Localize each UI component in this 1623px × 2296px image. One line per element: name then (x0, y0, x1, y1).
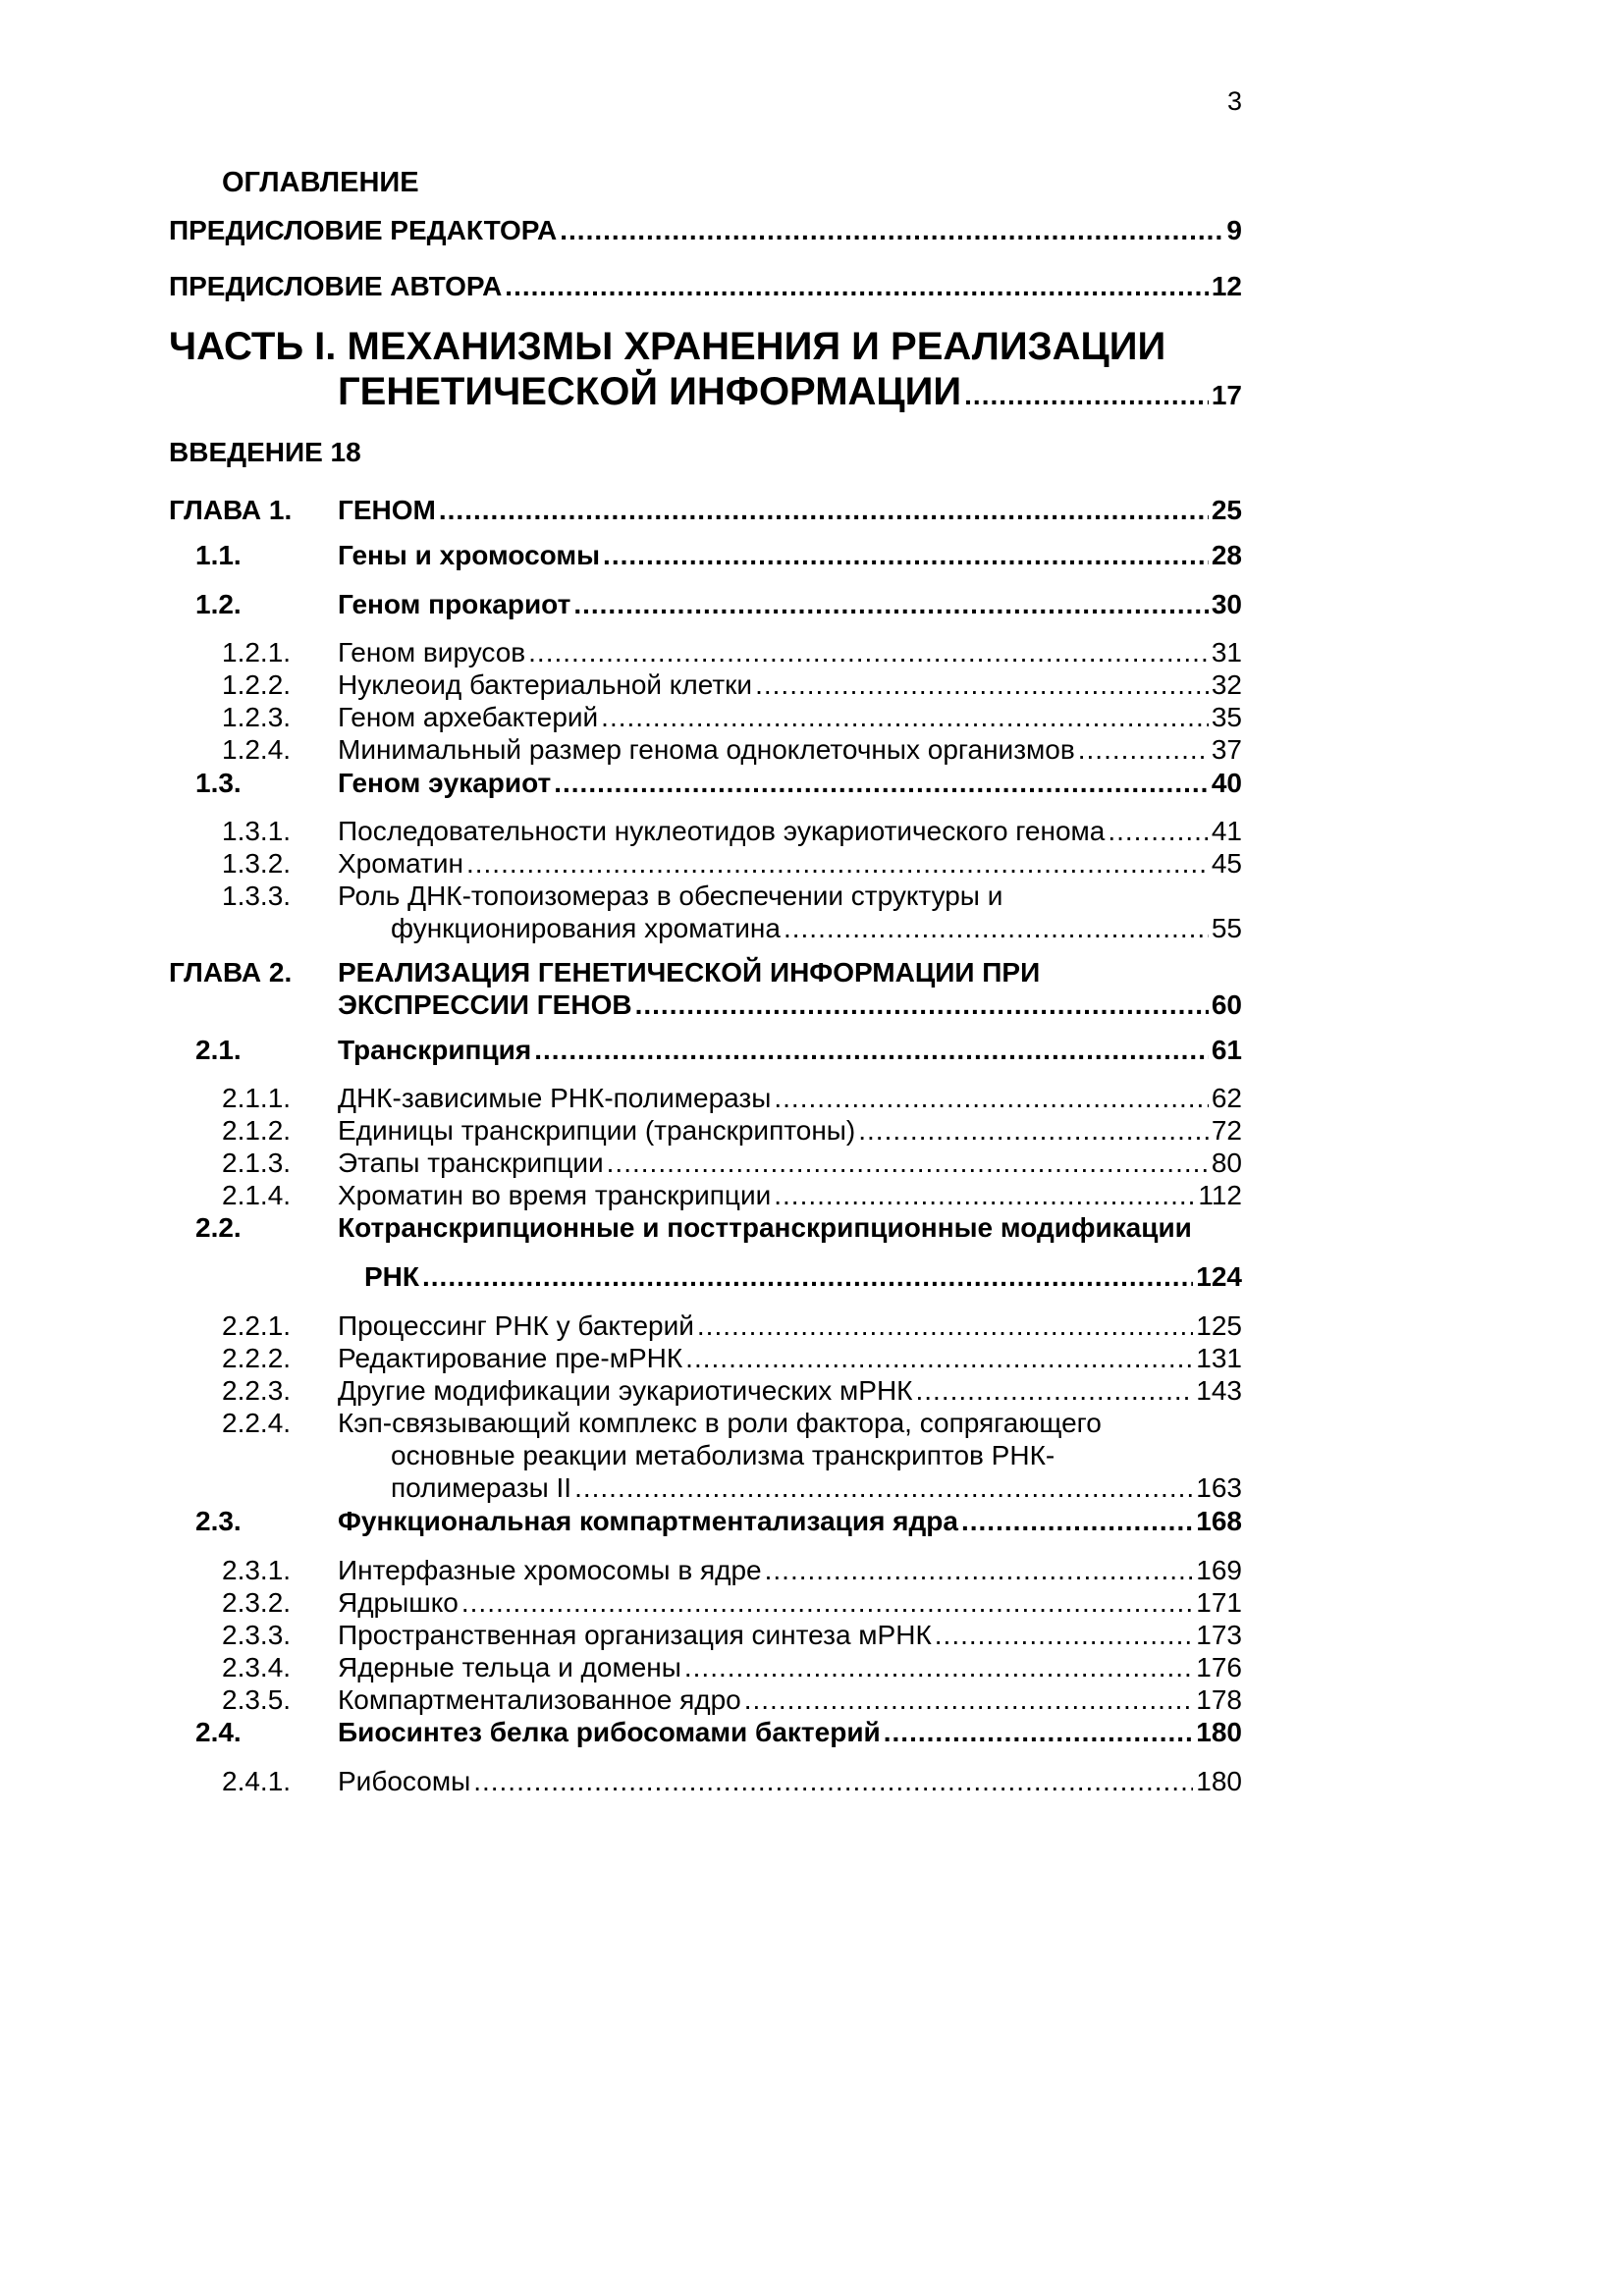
toc-entry-introduction[interactable] (169, 436, 1242, 468)
toc-entry-title: ПРЕДИСЛОВИЕ РЕДАКТОРА (169, 215, 558, 245)
dot-leader (574, 1471, 1193, 1504)
toc-entry-number: 1.2.3. (222, 702, 292, 732)
toc-entry-title: Ядерные тельца и домены (338, 1652, 681, 1682)
toc-page-number: 31 (1211, 637, 1242, 667)
toc-entry-title: Нуклеоид бактериальной клетки (338, 669, 753, 700)
toc-entry-number: 2.3.2. (222, 1587, 292, 1618)
toc-entry-2-1-2[interactable] (169, 1114, 1242, 1147)
toc-entry-number: 2.3.1. (222, 1555, 292, 1585)
toc-entry-title: Хроматин во время транскрипции (338, 1180, 772, 1210)
dot-leader (915, 1374, 1193, 1407)
dot-leader (1078, 733, 1209, 766)
page-number: 3 (1226, 86, 1242, 116)
dot-leader (607, 1147, 1209, 1179)
toc-entry-title-line1: Кэп-связывающий комплекс в роли фактора, сопрягающего (338, 1408, 1102, 1438)
toc-entry-number: 1.3. (195, 768, 242, 798)
toc-page-number: 35 (1211, 702, 1242, 732)
dot-leader (473, 1765, 1193, 1797)
toc-entry-title-line2: функционирования хроматина (391, 913, 781, 943)
toc-page-number: 9 (1226, 215, 1242, 245)
toc-entry-title: Геном архебактерий (338, 702, 599, 732)
toc-page-number: 163 (1196, 1472, 1242, 1503)
toc-entry-2-4[interactable] (169, 1716, 1242, 1748)
dot-leader (774, 1082, 1208, 1114)
toc-entry-1-3[interactable] (169, 767, 1242, 799)
toc-entry-number: 2.1.3. (222, 1148, 292, 1178)
toc-page-number: 40 (1211, 768, 1242, 798)
toc-page-number: 30 (1211, 589, 1242, 619)
toc-entry-title: Этапы транскрипции (338, 1148, 604, 1178)
toc-page-number: 169 (1196, 1555, 1242, 1585)
toc-entry-title-line1: ЧАСТЬ I. МЕХАНИЗМЫ ХРАНЕНИЯ И РЕАЛИЗАЦИИ (169, 325, 1166, 368)
toc-entry-title: Компартментализованное ядро (338, 1684, 741, 1715)
toc-entry-1-2-2[interactable] (169, 668, 1242, 701)
toc-entry-2-2-1[interactable] (169, 1309, 1242, 1342)
toc-page-number: 112 (1198, 1180, 1242, 1210)
toc-page-number: 61 (1211, 1035, 1242, 1065)
toc-entry-2-2-3[interactable] (169, 1374, 1242, 1407)
dot-leader (554, 767, 1209, 799)
dot-leader (439, 494, 1209, 526)
toc-entry-number: 2.4. (195, 1717, 242, 1747)
toc-entry-title: Хроматин (338, 848, 463, 879)
toc-entry-title: ПРЕДИСЛОВИЕ АВТОРА (169, 271, 503, 301)
toc-page-number: 176 (1196, 1652, 1242, 1682)
toc-entry-2-2-2[interactable] (169, 1342, 1242, 1374)
toc-entry-2-3[interactable] (169, 1505, 1242, 1537)
toc-entry-number: ГЛАВА 1. (169, 495, 293, 525)
toc-entry-title: Геном вирусов (338, 637, 526, 667)
toc-entry-2-4-1[interactable] (169, 1765, 1242, 1797)
toc-page-number: 180 (1196, 1717, 1242, 1747)
toc-entry-title: Геном эукариот (338, 768, 552, 798)
toc-page-number: 168 (1196, 1506, 1242, 1536)
dot-leader (961, 1505, 1193, 1537)
dot-leader (603, 539, 1209, 571)
toc-entry-number: 1.2.4. (222, 734, 292, 765)
toc-entry-title-line2: ГЕНЕТИЧЕСКОЙ ИНФОРМАЦИИ (338, 370, 962, 413)
dot-leader (755, 668, 1209, 701)
dot-leader (528, 636, 1209, 668)
toc-entry-title: Процессинг РНК у бактерий (338, 1310, 694, 1341)
toc-entry-title: Геном прокариот (338, 589, 571, 619)
toc-entry-2-1-3[interactable] (169, 1147, 1242, 1179)
dot-leader (858, 1114, 1209, 1147)
toc-entry-2-3-4[interactable] (169, 1651, 1242, 1683)
toc-entry-number: 2.1.1. (222, 1083, 292, 1113)
toc-title: ОГЛАВЛЕНИЕ (222, 167, 419, 198)
toc-entry-2-2-4[interactable] (169, 1407, 1242, 1504)
toc-page-number: 17 (1211, 380, 1242, 410)
toc-entry-number: 1.2.1. (222, 637, 292, 667)
dot-leader (1108, 815, 1209, 847)
toc-page-number: 72 (1211, 1115, 1242, 1146)
toc-entry-2-3-5[interactable] (169, 1683, 1242, 1716)
dot-leader (560, 214, 1223, 246)
toc-page-number: 173 (1196, 1620, 1242, 1650)
toc-entry-number: 2.2.3. (222, 1375, 292, 1406)
toc-entry-2-3-2[interactable] (169, 1586, 1242, 1619)
toc-entry-title: Другие модификации эукариотических мРНК (338, 1375, 913, 1406)
toc-entry-2-3-1[interactable] (169, 1554, 1242, 1586)
toc-entry-title: Пространственная организация синтеза мРНК (338, 1620, 932, 1650)
toc-entry-number: 2.1.4. (222, 1180, 292, 1210)
toc-entry-1-3-3[interactable] (169, 880, 1242, 944)
toc-entry-part-1[interactable] (169, 324, 1242, 414)
dot-leader (685, 1342, 1193, 1374)
toc-entry-number: 2.2.2. (222, 1343, 292, 1373)
toc-entry-number: 2.1.2. (222, 1115, 292, 1146)
toc-entry-title-line2: РНК (364, 1261, 419, 1292)
toc-entry-chapter-2[interactable] (169, 956, 1242, 1021)
toc-entry-title-line1: Роль ДНК-топоизомераз в обеспечении структуры и (338, 881, 1003, 911)
toc-entry-number: 1.1. (195, 540, 242, 570)
toc-entry-number: 2.2. (195, 1212, 242, 1243)
toc-page-number: 25 (1211, 495, 1242, 525)
toc-entry-title: Ядрышко (338, 1587, 459, 1618)
toc-page-number: 143 (1196, 1375, 1242, 1406)
toc-entry-title: Транскрипция (338, 1035, 532, 1065)
toc-entry-title: Последовательности нуклеотидов эукариотического генома (338, 816, 1106, 846)
toc-entry-chapter-1[interactable] (169, 494, 1242, 526)
dot-leader (601, 701, 1209, 733)
toc-entry-number: 1.3.3. (222, 881, 292, 911)
toc-page-number: 55 (1211, 913, 1242, 943)
dot-leader (534, 1034, 1209, 1066)
dot-leader (697, 1309, 1193, 1342)
toc-entry-2-2[interactable] (169, 1211, 1242, 1300)
toc-page-number: 80 (1211, 1148, 1242, 1178)
toc-page-number: 131 (1196, 1343, 1242, 1373)
toc-entry-title-line3: полимеразы II (391, 1472, 572, 1503)
toc-entry-number: ГЛАВА 2. (169, 957, 293, 988)
toc-entry-title-line2: ЭКСПРЕССИИ ГЕНОВ (338, 989, 632, 1020)
toc-page-number: 12 (1211, 271, 1242, 301)
toc-page-number: 45 (1211, 848, 1242, 879)
toc-entry-1-3-1[interactable] (169, 815, 1242, 847)
toc-entry-title: ВВЕДЕНИЕ (169, 437, 323, 467)
toc-entry-title: ДНК-зависимые РНК-полимеразы (338, 1083, 772, 1113)
dot-leader (884, 1716, 1194, 1748)
toc-entry-2-3-3[interactable] (169, 1619, 1242, 1651)
toc-entry-title-line1: РЕАЛИЗАЦИЯ ГЕНЕТИЧЕСКОЙ ИНФОРМАЦИИ ПРИ (338, 957, 1041, 988)
toc-entry-title: Интерфазные хромосомы в ядре (338, 1555, 762, 1585)
dot-leader (774, 1179, 1195, 1211)
dot-leader (935, 1619, 1194, 1651)
toc-page-number: 18 (330, 437, 361, 467)
toc-entry-number: 2.2.1. (222, 1310, 292, 1341)
toc-page-number: 62 (1211, 1083, 1242, 1113)
toc-page-number: 171 (1196, 1587, 1242, 1618)
toc-entry-title-line1: Котранскрипционные и посттранскрипционные модификации (338, 1212, 1192, 1243)
toc-entry-1-2-4[interactable] (169, 733, 1242, 766)
toc-page-number: 180 (1196, 1766, 1242, 1796)
toc-entry-number: 1.2.2. (222, 669, 292, 700)
toc-entry-number: 1.3.1. (222, 816, 292, 846)
toc-entry-number: 1.3.2. (222, 848, 292, 879)
toc-page-number: 32 (1211, 669, 1242, 700)
toc-entry-2-1-4[interactable] (169, 1179, 1242, 1211)
toc-entry-2-1[interactable] (169, 1034, 1242, 1066)
toc-entry-title: Редактирование пре-мРНК (338, 1343, 683, 1373)
dot-leader (461, 1586, 1193, 1619)
dot-leader (505, 270, 1209, 302)
toc-entry-number: 2.3.3. (222, 1620, 292, 1650)
toc-page-number: 28 (1211, 540, 1242, 570)
toc-page-number: 124 (1196, 1261, 1242, 1292)
toc-entry-title-line2: основные реакции метаболизма транскриптов РНК- (391, 1440, 1055, 1470)
toc-entry-title: Гены и хромосомы (338, 540, 601, 570)
toc-page-number: 125 (1196, 1310, 1242, 1341)
toc-entry-title: Функциональная компартментализация ядра (338, 1506, 958, 1536)
dot-leader (765, 1554, 1194, 1586)
toc-entry-title: ГЕНОМ (338, 495, 436, 525)
dot-leader (744, 1683, 1194, 1716)
toc-entry-number: 2.3. (195, 1506, 242, 1536)
toc-entry-1-1[interactable] (169, 539, 1242, 571)
dot-leader (964, 379, 1209, 411)
toc-entry-number: 2.1. (195, 1035, 242, 1065)
dot-leader (635, 988, 1209, 1021)
dot-leader (784, 912, 1209, 944)
dot-leader (466, 847, 1209, 880)
toc-entry-number: 2.3.4. (222, 1652, 292, 1682)
dot-leader (684, 1651, 1193, 1683)
dot-leader (573, 588, 1209, 620)
toc-entry-number: 2.4.1. (222, 1766, 292, 1796)
toc-page-number: 41 (1211, 816, 1242, 846)
toc-entry-number: 1.2. (195, 589, 242, 619)
toc-entry-title: Минимальный размер генома одноклеточных организмов (338, 734, 1075, 765)
toc-page-number: 178 (1196, 1684, 1242, 1715)
toc-entry-1-2[interactable] (169, 588, 1242, 620)
toc-entry-1-2-3[interactable] (169, 701, 1242, 733)
toc-entry-1-3-2[interactable] (169, 847, 1242, 880)
toc-entry-number: 2.3.5. (222, 1684, 292, 1715)
toc-entry-1-2-1[interactable] (169, 636, 1242, 668)
toc-page-number: 60 (1211, 989, 1242, 1020)
toc-entry-2-1-1[interactable] (169, 1082, 1242, 1114)
toc-entry-title: Рибосомы (338, 1766, 471, 1796)
toc-entry-title: Единицы транскрипции (транскриптоны) (338, 1115, 856, 1146)
toc-page-number: 37 (1211, 734, 1242, 765)
toc-entry-title: Биосинтез белка рибосомами бактерий (338, 1717, 881, 1747)
dot-leader (422, 1260, 1193, 1293)
toc-entry-number: 2.2.4. (222, 1408, 292, 1438)
